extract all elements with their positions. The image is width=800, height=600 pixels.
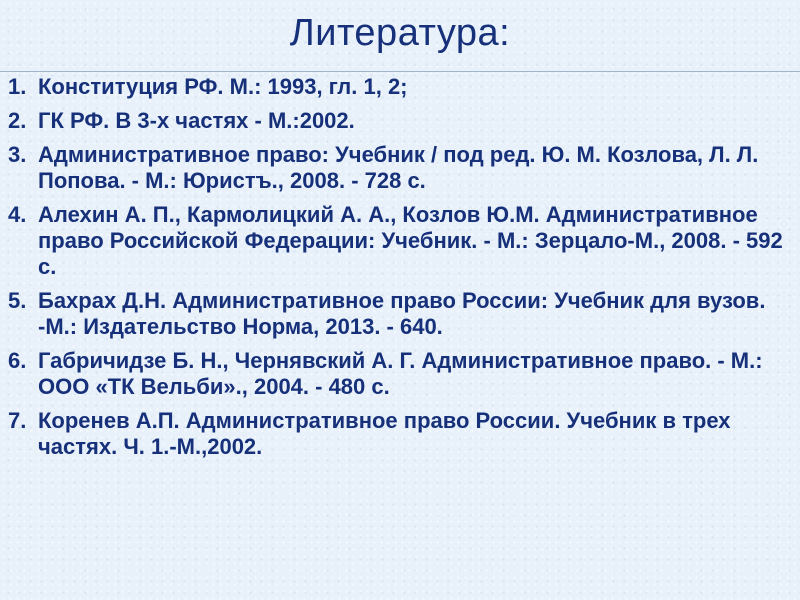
reference-item xyxy=(8,74,788,100)
references-list xyxy=(8,74,788,460)
reference-number: 7. xyxy=(8,408,27,433)
references-section xyxy=(8,74,788,468)
reference-text: Бахрах Д.Н. Административное право России: Учебник для вузов. -М.: Издательство Норма, 2013. - 640. xyxy=(38,288,766,339)
reference-number: 4. xyxy=(8,202,27,227)
reference-number: 1. xyxy=(8,74,27,99)
reference-item xyxy=(8,288,788,340)
reference-text: ГК РФ. В 3-х частях - М.:2002. xyxy=(38,108,355,133)
reference-text: Алехин А. П., Кармолицкий А. А., Козлов Ю.М. Административное право Российской Федерации: Учебник. - М.: Зерцало-М., 2008. - 592 с. xyxy=(38,202,783,279)
reference-item xyxy=(8,408,788,460)
reference-item xyxy=(8,348,788,400)
reference-item xyxy=(8,202,788,280)
reference-number: 2. xyxy=(8,108,27,133)
reference-item xyxy=(8,108,788,134)
reference-text: Коренев А.П. Административное право России. Учебник в трех частях. Ч. 1.-М.,2002. xyxy=(38,408,731,459)
reference-text: Габричидзе Б. Н., Чернявский А. Г. Административное право. - М.: ООО «ТК Вельби»., 2004. - 480 с. xyxy=(38,348,763,399)
reference-text: Административное право: Учебник / под ред. Ю. М. Козлова, Л. Л. Попова. - М.: Юристъ., 2008. - 728 с. xyxy=(38,142,759,193)
reference-number: 3. xyxy=(8,142,27,167)
reference-item xyxy=(8,142,788,194)
title-bar xyxy=(0,0,800,72)
reference-number: 6. xyxy=(8,348,27,373)
reference-number: 5. xyxy=(8,288,27,313)
slide-title: Литература: xyxy=(289,12,511,54)
reference-text: Конституция РФ. М.: 1993, гл. 1, 2; xyxy=(38,74,408,99)
